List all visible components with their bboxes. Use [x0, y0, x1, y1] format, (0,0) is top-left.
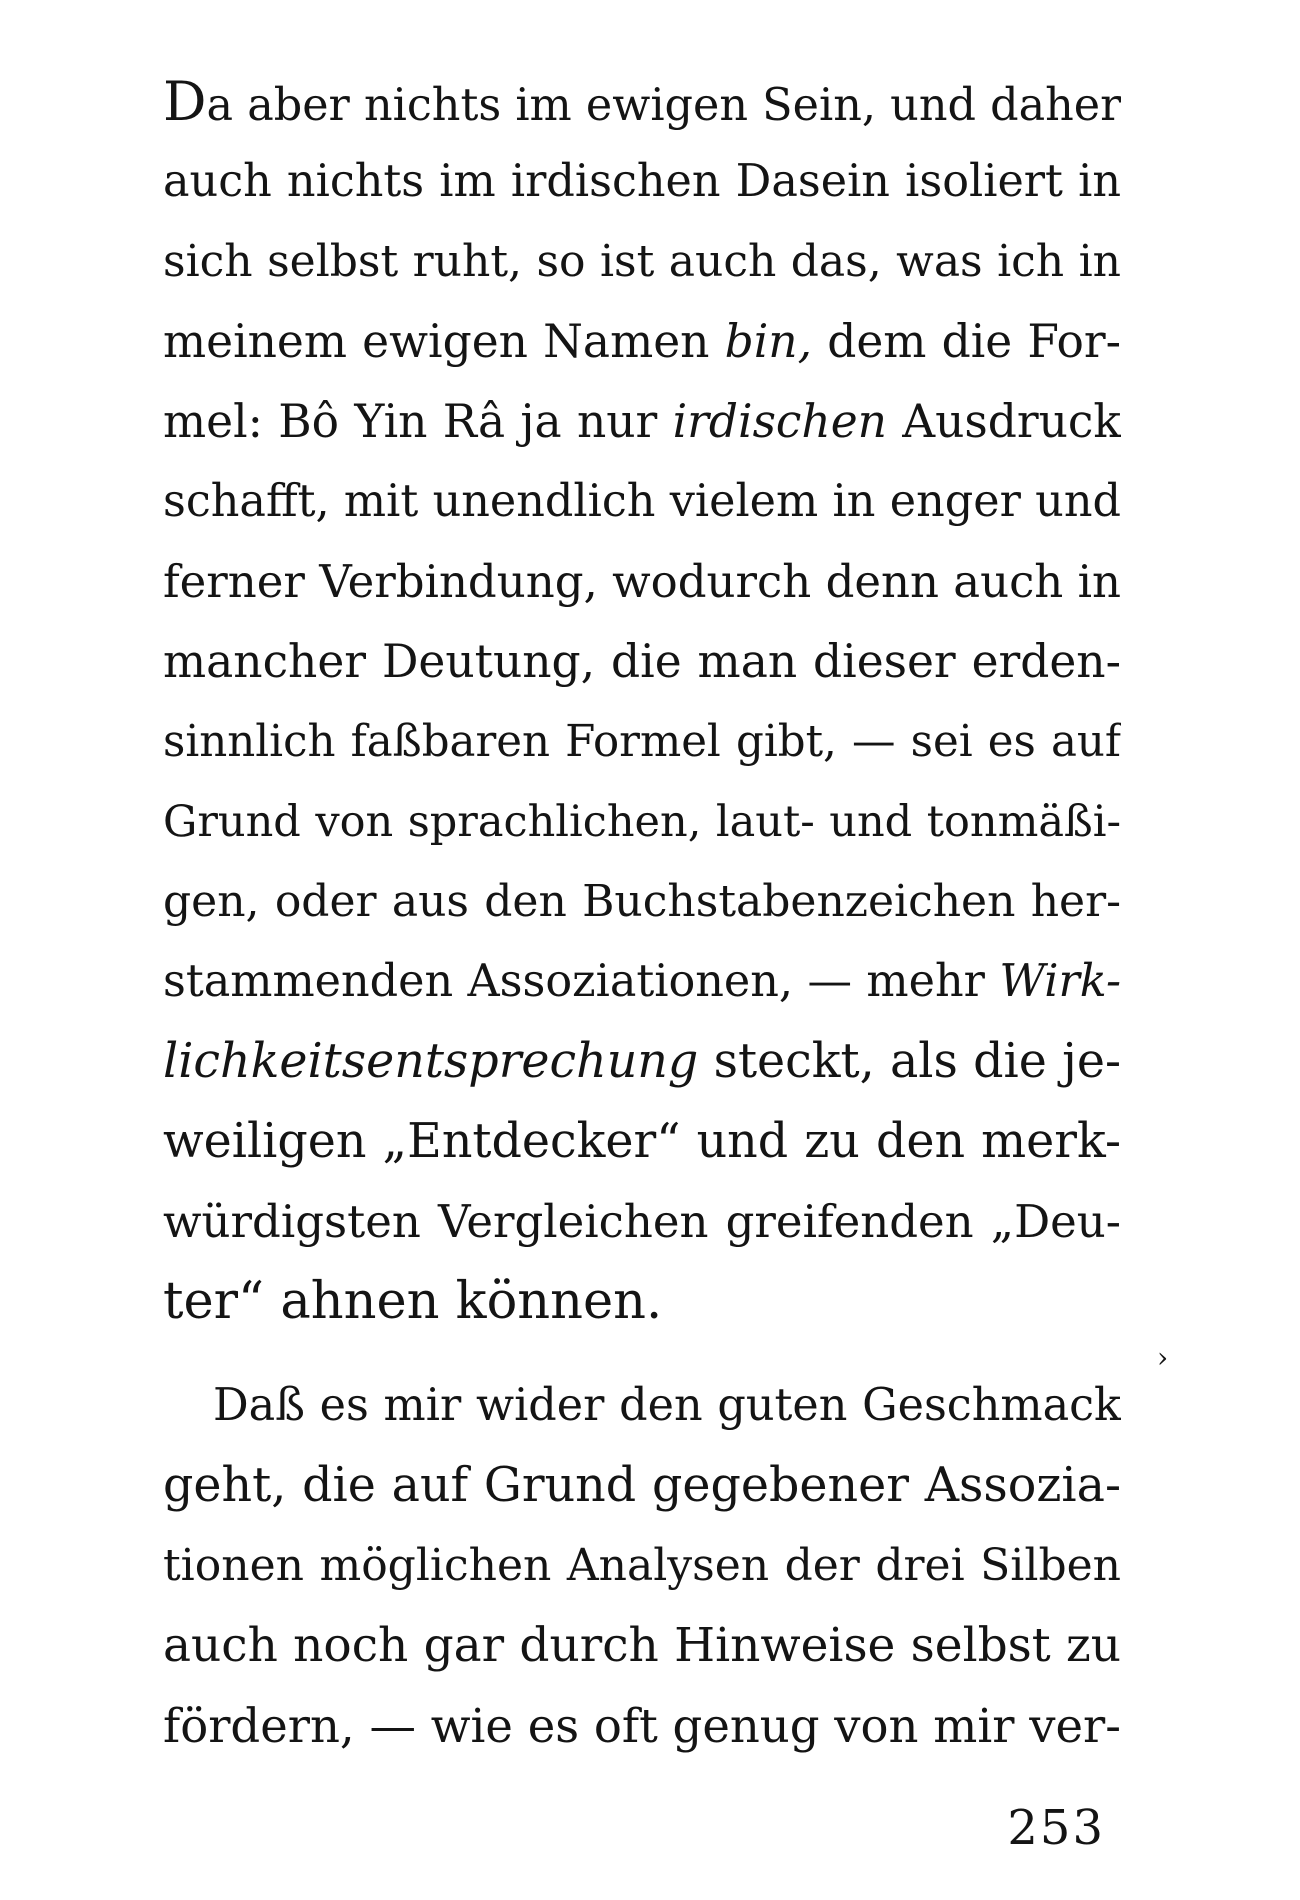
- text-line: schafft, mit unendlich vielem in enger und: [163, 476, 1121, 527]
- text-line: ter“ ahnen können.: [163, 1272, 663, 1331]
- text-span: steckt, als die je-: [698, 1034, 1121, 1089]
- text-line: fördern, — wie es oft genug von mir ver-: [163, 1699, 1121, 1753]
- text-line: weiligen „Entdecker“ und zu den merk-: [163, 1114, 1121, 1169]
- text-line: ferner Verbindung, wodurch denn auch in: [163, 555, 1121, 608]
- text-line: [163, 302, 1121, 382]
- text-line: sinnlich faßbaren Formel gibt, — sei es auf: [163, 717, 1121, 767]
- text-line: geht, die auf Grund gegebener Assozia-: [163, 1458, 1121, 1513]
- text-span: dem die For-: [812, 315, 1121, 368]
- text-span: Ausdruck: [886, 395, 1121, 448]
- emphasis-text: lichkeitsentsprechung: [163, 1034, 699, 1089]
- drop-initial: D: [163, 70, 207, 133]
- text-line: mancher Deutung, die man dieser erden-: [163, 635, 1121, 688]
- emphasis-text: irdischen: [672, 395, 887, 448]
- text-line: [163, 942, 1121, 1022]
- text-line: auch noch gar durch Hinweise selbst zu: [163, 1618, 1121, 1673]
- text-line: tionen möglichen Analysen der drei Silben: [163, 1540, 1121, 1591]
- emphasis-text: Wirk-: [999, 956, 1121, 1007]
- text-line: Grund von sprachlichen, laut- und tonmäßi-: [163, 797, 1121, 847]
- text-line: [163, 382, 1121, 462]
- margin-mark: ›: [1157, 1341, 1169, 1374]
- text-line: [163, 62, 1121, 142]
- text-line: [163, 1022, 1121, 1102]
- text-line: würdigsten Vergleichen greifenden „Deu-: [163, 1195, 1121, 1248]
- text-line: sich selbst ruht, so ist auch das, was ich in: [163, 236, 1121, 287]
- emphasis-text: bin,: [724, 315, 813, 368]
- text-span: stammenden Assoziationen, — mehr: [163, 956, 1000, 1007]
- text-span: mel: Bô Yin Râ ja nur: [163, 395, 673, 448]
- text-span: a aber nichts im ewigen Sein, und daher: [206, 80, 1121, 131]
- text-line: Daß es mir wider den guten Geschmack: [213, 1380, 1121, 1431]
- text-line: auch nichts im irdischen Dasein isoliert in: [163, 156, 1121, 207]
- text-line: gen, oder aus den Buchstabenzeichen her-: [163, 876, 1121, 927]
- page-number: 253: [1007, 1800, 1105, 1856]
- text-span: meinem ewigen Namen: [163, 315, 725, 368]
